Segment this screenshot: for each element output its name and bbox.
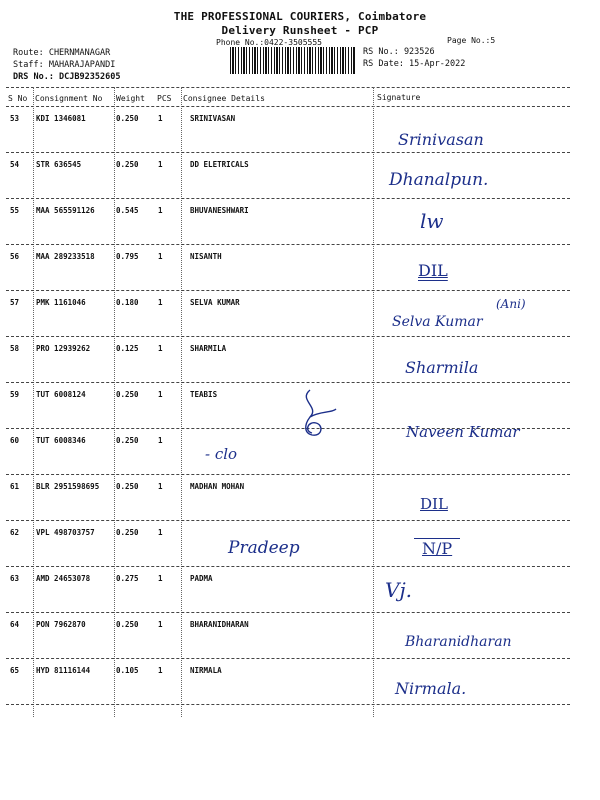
cell-pcs: 1 — [158, 298, 163, 307]
rs-date: RS Date: 15-Apr-2022 — [363, 59, 466, 69]
cell-pcs: 1 — [158, 482, 163, 491]
pen-scribble-icon — [290, 385, 350, 450]
row-divider — [6, 244, 570, 245]
row-divider — [6, 474, 570, 475]
signature-nirmala: Nirmala. — [395, 679, 467, 698]
table-row — [8, 574, 568, 586]
cell-consignment: VPL 498703757 — [36, 528, 95, 537]
signature-vj-scribble: Vj. — [385, 578, 413, 602]
signature-scribble: lw — [420, 209, 444, 233]
cell-consignee: SELVA KUMAR — [190, 298, 240, 307]
cell-consignee: SHARMILA — [190, 344, 227, 353]
cell-weight: 0.795 — [116, 252, 139, 261]
cell-sno: 56 — [10, 252, 20, 261]
table-header-rule — [6, 106, 570, 107]
signature-selva-kumar: Selva Kumar — [392, 314, 483, 330]
cell-sno: 58 — [10, 344, 20, 353]
cell-sno: 65 — [10, 666, 20, 675]
signature-dash-clo: - clo — [205, 445, 238, 463]
signature-bharanidharan: Bharanidharan — [405, 634, 512, 650]
cell-consignment: AMD 24653078 — [36, 574, 91, 583]
col-pcs: PCS — [157, 94, 172, 103]
cell-weight: 0.250 — [116, 114, 139, 123]
cell-weight: 0.250 — [116, 390, 139, 399]
row-divider — [6, 520, 570, 521]
company-title: THE PROFESSIONAL COURIERS, Coimbatore — [173, 10, 427, 23]
cell-consignment: KDI 1346081 — [36, 114, 86, 123]
table-row — [8, 252, 568, 264]
row-divider — [6, 658, 570, 659]
cell-consignment: MAA 565591126 — [36, 206, 95, 215]
col-signature: Signature — [377, 93, 421, 102]
cell-pcs: 1 — [158, 160, 163, 169]
cell-consignment: HYD 81116144 — [36, 666, 91, 675]
cell-pcs: 1 — [158, 436, 163, 445]
row-divider — [6, 566, 570, 567]
runsheet-subtitle: Delivery Runsheet - PCP — [221, 24, 379, 37]
cell-consignee: MADHAN MOHAN — [190, 482, 245, 491]
cell-consignee: BHARANIDHARAN — [190, 620, 249, 629]
cell-consignee: TEABIS — [190, 390, 218, 399]
table-row — [8, 390, 568, 402]
cell-sno: 64 — [10, 620, 20, 629]
route: Route: CHERNMANAGAR — [13, 48, 111, 58]
col-sno: S No — [8, 94, 28, 103]
col-weight: Weight — [116, 94, 145, 103]
signature-dil-2: DIL — [420, 495, 448, 513]
table-row — [8, 298, 568, 310]
row-divider — [6, 290, 570, 291]
cell-weight: 0.250 — [116, 620, 139, 629]
cell-pcs: 1 — [158, 574, 163, 583]
cell-consignment: MAA 289233518 — [36, 252, 95, 261]
cell-consignee: NISANTH — [190, 252, 222, 261]
cell-sno: 57 — [10, 298, 20, 307]
table-top-rule — [6, 87, 570, 88]
cell-sno: 53 — [10, 114, 20, 123]
row-divider — [6, 152, 570, 153]
col-consignee: Consignee Details — [183, 94, 265, 103]
cell-sno: 60 — [10, 436, 20, 445]
cell-pcs: 1 — [158, 114, 163, 123]
cell-consignment: TUT 6008124 — [36, 390, 86, 399]
signature-np: N/P — [414, 538, 460, 558]
cell-consignment: TUT 6008346 — [36, 436, 86, 445]
cell-consignment: PMK 1161046 — [36, 298, 86, 307]
cell-sno: 54 — [10, 160, 20, 169]
cell-consignee: NIRMALA — [190, 666, 222, 675]
barcode — [230, 47, 356, 74]
signature-dil: DIL — [418, 261, 448, 280]
row-divider — [6, 336, 570, 337]
table-row — [8, 666, 568, 678]
signature-pradeep: Pradeep — [228, 538, 300, 558]
cell-pcs: 1 — [158, 252, 163, 261]
signature-sharmila: Sharmila — [405, 358, 479, 377]
phone-number: Phone No.:0422-3505555 — [216, 38, 322, 47]
cell-consignment: PRO 12939262 — [36, 344, 91, 353]
row-divider — [6, 382, 570, 383]
cell-weight: 0.545 — [116, 206, 139, 215]
cell-consignment: PON 7962870 — [36, 620, 86, 629]
cell-weight: 0.180 — [116, 298, 139, 307]
cell-consignee: SRINIVASAN — [190, 114, 236, 123]
drs-number: DRS No.: DCJB92352605 — [13, 72, 121, 82]
cell-pcs: 1 — [158, 390, 163, 399]
page-number: Page No.:5 — [447, 36, 496, 45]
cell-consignment: BLR 2951598695 — [36, 482, 100, 491]
staff: Staff: MAHARAJAPANDI — [13, 60, 116, 70]
cell-weight: 0.250 — [116, 528, 139, 537]
cell-weight: 0.250 — [116, 436, 139, 445]
table-row — [8, 114, 568, 126]
rs-number: RS No.: 923526 — [363, 47, 435, 57]
cell-consignee: BHUVANESHWARI — [190, 206, 249, 215]
signature-dhanalpun: Dhanalpun. — [389, 170, 489, 190]
table-row — [8, 206, 568, 218]
cell-pcs: 1 — [158, 344, 163, 353]
cell-sno: 55 — [10, 206, 20, 215]
col-consignment: Consignment No — [35, 94, 103, 103]
table-row — [8, 344, 568, 356]
cell-sno: 63 — [10, 574, 20, 583]
cell-pcs: 1 — [158, 206, 163, 215]
cell-weight: 0.105 — [116, 666, 139, 675]
cell-pcs: 1 — [158, 528, 163, 537]
cell-weight: 0.125 — [116, 344, 139, 353]
signature-srinivasan: Srinivasan — [398, 130, 484, 149]
row-divider — [6, 612, 570, 613]
table-row — [8, 620, 568, 632]
cell-pcs: 1 — [158, 666, 163, 675]
cell-consignee: DD ELETRICALS — [190, 160, 249, 169]
cell-consignment: STR 636545 — [36, 160, 82, 169]
cell-sno: 59 — [10, 390, 20, 399]
cell-sno: 62 — [10, 528, 20, 537]
cell-weight: 0.250 — [116, 482, 139, 491]
row-divider — [6, 198, 570, 199]
cell-weight: 0.250 — [116, 160, 139, 169]
cell-weight: 0.275 — [116, 574, 139, 583]
cell-pcs: 1 — [158, 620, 163, 629]
cell-consignee: PADMA — [190, 574, 213, 583]
row-divider — [6, 704, 570, 705]
table-row — [8, 482, 568, 494]
signature-ani-note: (Ani) — [496, 297, 526, 311]
cell-sno: 61 — [10, 482, 20, 491]
signature-naveen-kumar: Naveen Kumar — [406, 423, 520, 441]
